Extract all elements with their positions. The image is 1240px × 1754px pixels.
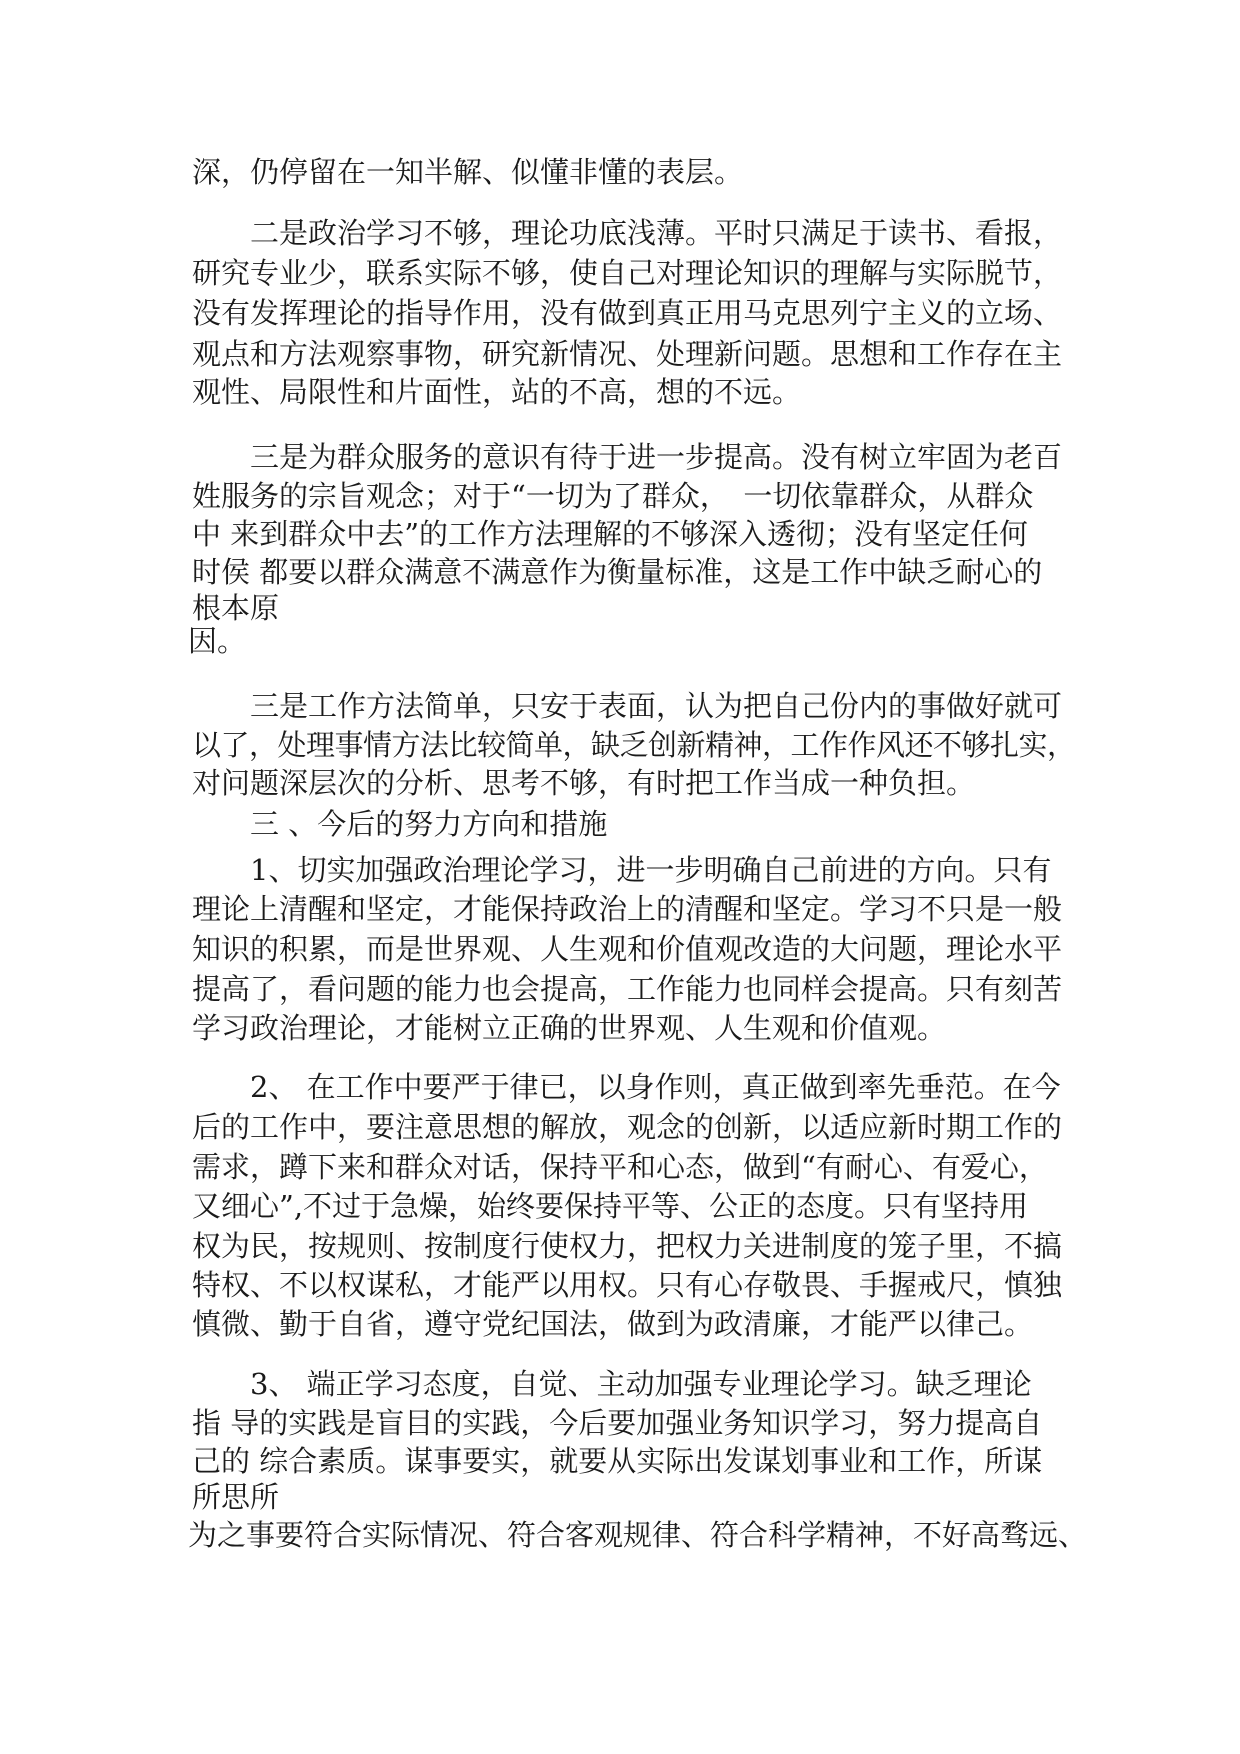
text-line: 中 来到群众中去”的工作方法理解的不够深入透彻；没有坚定任何 [192,517,1029,551]
text-line: 权为民，按规则、按制度行使权力，把权力关进制度的笼子里，不搞 [192,1229,1063,1263]
text-line: 2、 在工作中要严于律已，以身作则，真正做到率先垂范。在今 [250,1070,1061,1104]
text-line: 三是工作方法简单，只安于表面，认为把自己份内的事做好就可 [250,689,1063,723]
text-line: 根本原 [192,591,280,625]
text-line: 指 导的实践是盲目的实践，今后要加强业务知识学习，努力提高自 [192,1406,1043,1440]
text-line: 后的工作中，要注意思想的解放，观念的创新，以适应新时期工作的 [192,1110,1063,1144]
text-line: 为之事要符合实际情况、符合客观规律、符合科学精神，不好高骛远、 [188,1518,1088,1552]
text-line: 知识的积累，而是世界观、人生观和价值观改造的大问题，理论水平 [192,932,1063,966]
text-line: 己的 综合素质。谋事要实，就要从实际出发谋划事业和工作，所谋 [192,1444,1043,1478]
text-line: 对问题深层次的分析、思考不够，有时把工作当成一种负担。 [192,766,976,800]
text-line: 观点和方法观察事物，研究新情况、处理新问题。思想和工作存在主 [192,337,1063,371]
text-line: 学习政治理论，才能树立正确的世界观、人生观和价值观。 [192,1011,947,1045]
text-line: 又细心”,不过于急燥，始终要保持平等、公正的态度。只有坚持用 [192,1189,1029,1223]
text-line: 3、 端正学习态度，自觉、主动加强专业理论学习。缺乏理论 [250,1367,1032,1401]
text-line: 没有发挥理论的指导作用，没有做到真正用马克思列宁主义的立场、 [192,296,1063,330]
text-line: 三是为群众服务的意识有待于进一步提高。没有树立牢固为老百 [250,440,1063,474]
text-line: 姓服务的宗旨观念；对于“一切为了群众， 一切依靠群众，从群众 [192,479,1034,513]
text-line: 因。 [188,624,247,658]
text-line: 提高了，看问题的能力也会提高，工作能力也同样会提高。只有刻苦 [192,972,1063,1006]
text-line: 时侯 都要以群众满意不满意作为衡量标准，这是工作中缺乏耐心的 [192,555,1043,589]
text-line: 特权、不以权谋私，才能严以用权。只有心存敬畏、手握戒尺，慎独 [192,1268,1063,1302]
text-line: 深，仍停留在一知半解、似懂非懂的表层。 [192,155,744,189]
text-line: 观性、局限性和片面性，站的不高，想的不远。 [192,375,802,409]
text-line: 以了，处理事情方法比较简单，缺乏创新精神，工作作风还不够扎实， [192,728,1076,762]
text-line: 1、切实加强政治理论学习，进一步明确自己前进的方向。只有 [250,853,1052,887]
text-line: 二是政治学习不够，理论功底浅薄。平时只满足于读书、看报， [250,216,1063,250]
text-line: 研究专业少，联系实际不够，使自己对理论知识的理解与实际脱节， [192,256,1063,290]
text-line: 需求，蹲下来和群众对话，保持平和心态，做到“有耐心、有爱心， [192,1150,1048,1184]
section-heading: 三 、今后的努力方向和措施 [250,807,608,841]
text-line: 慎微、勤于自省，遵守党纪国法，做到为政清廉，才能严以律己。 [192,1307,1034,1341]
text-line: 理论上清醒和坚定，才能保持政治上的清醒和坚定。学习不只是一般 [192,892,1063,926]
text-line: 所思所 [192,1480,280,1514]
